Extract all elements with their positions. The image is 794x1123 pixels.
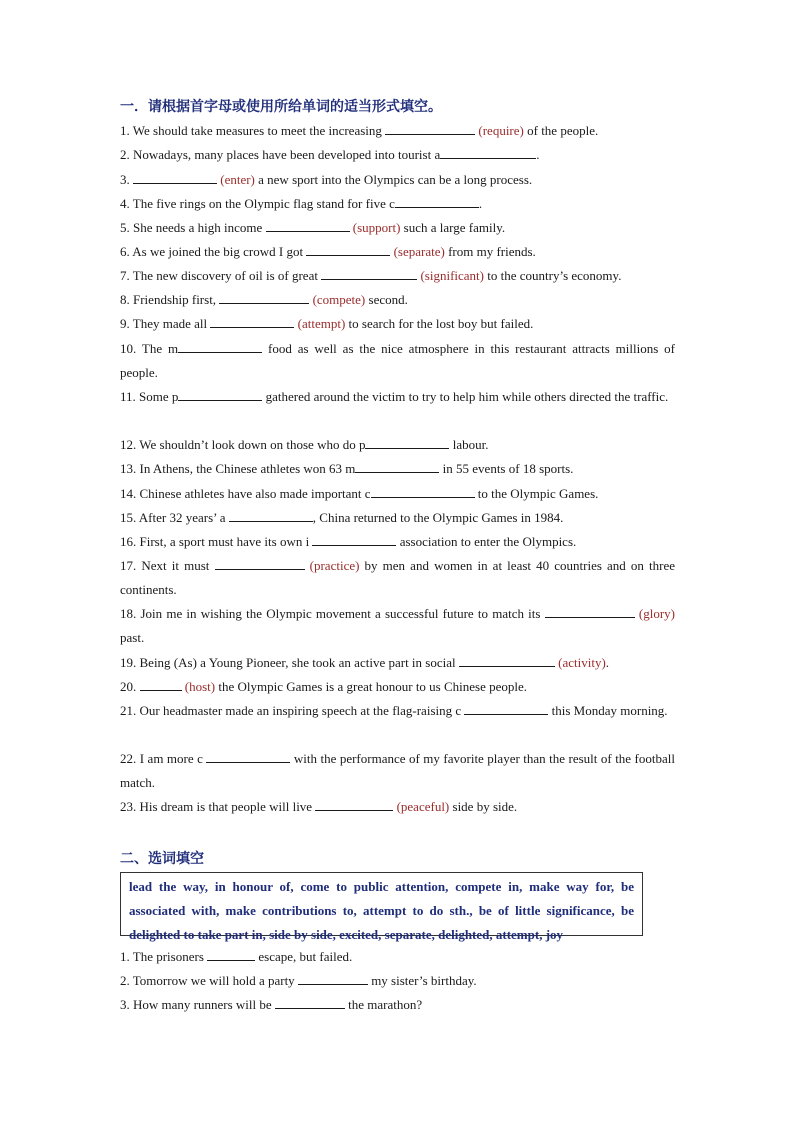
question-2-3: 3. How many runners will be the marathon? (120, 997, 423, 1012)
question-1-3: 3. (enter) a new sport into the Olympics can be a long process. (120, 172, 533, 187)
question-1-12: 12. We shouldn’t look down on those who do p labour. (120, 437, 489, 452)
question-1-6: 6. As we joined the big crowd I got (separate) from my friends. (120, 244, 536, 259)
question-1-18: 18. Join me in wishing the Olympic movement a successful future to match its (glory) past. (120, 606, 676, 645)
question-1-20: 20. (host) the Olympic Games is a great honour to us Chinese people. (120, 679, 528, 694)
section-1-title: 一．请根据首字母或使用所给单词的适当形式填空。 (120, 99, 442, 115)
question-1-1: 1. We should take measures to meet the increasing (require) of the people. (120, 123, 599, 138)
question-1-14: 14. Chinese athletes have also made important c to the Olympic Games. (120, 486, 599, 501)
question-1-7: 7. The new discovery of oil is of great (significant) to the country’s economy. (120, 268, 622, 283)
question-1-10: 10. The m food as well as the nice atmosphere in this restaurant attracts millions of people. (120, 341, 676, 380)
question-1-11: 11. Some p gathered around the victim to try to help him while others directed the traffic. (120, 389, 669, 404)
question-1-16: 16. First, a sport must have its own i association to enter the Olympics. (120, 534, 577, 549)
question-1-2: 2. Nowadays, many places have been developed into tourist a . (120, 147, 540, 162)
section-2-title: 二、选词填空 (120, 851, 204, 867)
question-1-23: 23. His dream is that people will live (peaceful) side by side. (120, 799, 518, 814)
question-2-2: 2. Tomorrow we will hold a party my sister’s birthday. (120, 973, 477, 988)
question-1-4: 4. The five rings on the Olympic flag stand for five c . (120, 196, 483, 211)
question-1-19: 19. Being (As) a Young Pioneer, she took an active part in social (activity). (120, 655, 610, 670)
question-1-8: 8. Friendship first, (compete) second. (120, 292, 408, 307)
question-1-21: 21. Our headmaster made an inspiring speech at the flag-raising c this Monday morning. (120, 703, 668, 718)
question-1-9: 9. They made all (attempt) to search for the lost boy but failed. (120, 316, 534, 331)
question-1-17: 17. Next it must (practice) by men and women in at least 40 countries and on three continents. (120, 558, 676, 597)
word-bank-text: lead the way, in honour of, come to public attention, compete in, make way for, be associated with, make contributions to, attempt to do sth., be of little significance, be delighted to take part in, side by side, excited, separate, delighted, attempt, joy (129, 879, 634, 942)
question-1-15: 15. After 32 years’ a , China returned to the Olympic Games in 1984. (120, 510, 564, 525)
question-1-22: 22. I am more c with the performance of my favorite player than the result of the football match. (120, 751, 675, 790)
word-bank-box (120, 872, 643, 942)
question-1-5: 5. She needs a high income (support) such a large family. (120, 220, 506, 235)
question-2-1: 1. The prisoners escape, but failed. (120, 949, 353, 964)
question-1-13: 13. In Athens, the Chinese athletes won 63 m in 55 events of 18 sports. (120, 461, 574, 476)
